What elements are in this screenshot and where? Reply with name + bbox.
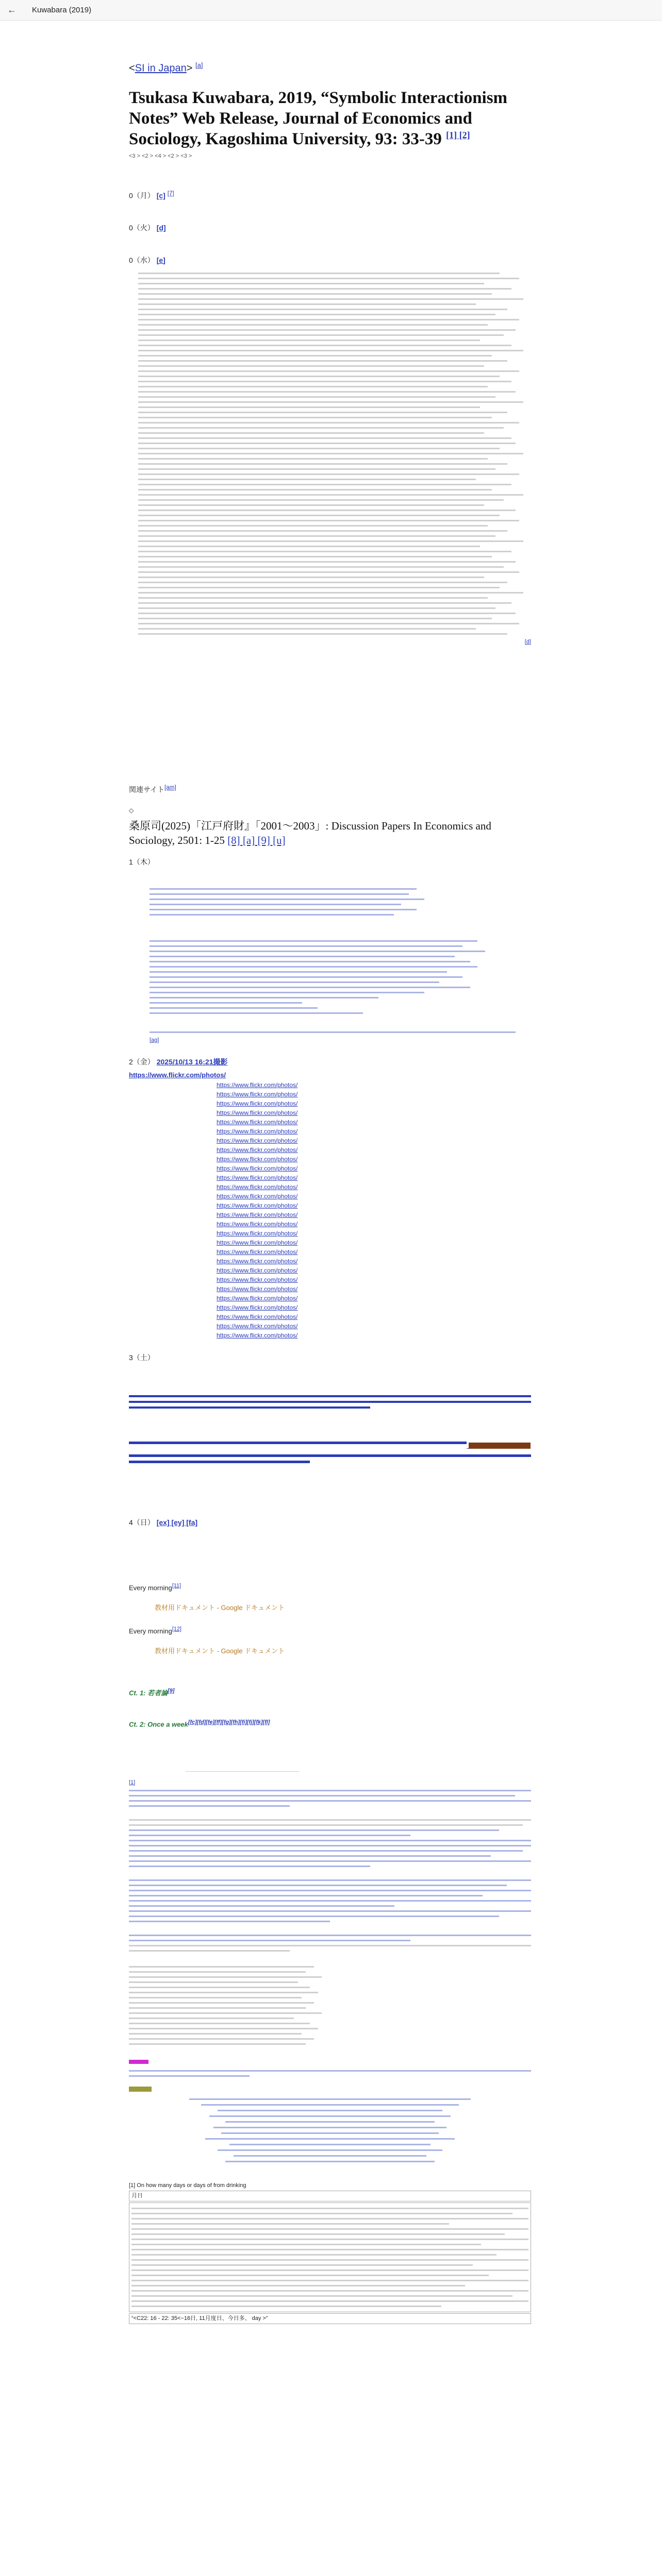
flickr-link[interactable]: https://www.flickr.com/photos/ [217, 1192, 298, 1200]
flickr-head-link[interactable]: https://www.flickr.com/photos/ [129, 1071, 226, 1079]
title-sub-row: <3 > <2 > <4 > <2 > <3 > [129, 153, 192, 160]
every-morning-1 [129, 1582, 531, 1593]
chapter-2 [129, 1719, 531, 1730]
breadcrumb [129, 61, 531, 76]
every-morning-ref[interactable]: [11] [172, 1583, 181, 1589]
flickr-link[interactable]: https://www.flickr.com/photos/ [217, 1239, 298, 1246]
centered-link-list [129, 2098, 531, 2162]
related-link[interactable]: [am] [164, 784, 176, 791]
breadcrumb-suffix: > [186, 62, 193, 74]
doc-link-1[interactable]: 教材用ドキュメント - Google ドキュメント [155, 1604, 285, 1612]
flickr-link[interactable]: https://www.flickr.com/photos/ [217, 1155, 298, 1163]
flickr-link[interactable]: https://www.flickr.com/photos/ [217, 1229, 298, 1237]
list-1 [129, 857, 531, 867]
every-morning-ref[interactable]: [12] [172, 1626, 181, 1633]
flickr-link[interactable]: https://www.flickr.com/photos/ [217, 1331, 298, 1339]
section-3-label: 3（土） [129, 1353, 155, 1362]
section-4 [129, 1517, 531, 1528]
flickr-date-link[interactable]: 2025/10/13 16:21撮影 [156, 1058, 228, 1066]
flickr-link[interactable]: https://www.flickr.com/photos/ [217, 1248, 298, 1256]
window-title: Kuwabara (2019) [32, 6, 92, 14]
breadcrumb-note[interactable]: [a] [195, 61, 203, 69]
brown-bar [469, 1443, 531, 1449]
related-prefix: ◇ [129, 807, 134, 815]
related-label: 関連サイト [129, 785, 165, 794]
chapter-1-ref[interactable]: [9] [168, 1688, 175, 1694]
flickr-section [129, 1057, 531, 1067]
archive-note: [1] On how many days or days of from drinking [129, 2182, 246, 2189]
flickr-link[interactable]: https://www.flickr.com/photos/ [217, 1127, 298, 1135]
section-1 [129, 223, 531, 233]
breadcrumb-prefix: < [129, 62, 135, 74]
every-morning-2 [129, 1625, 531, 1636]
back-arrow-icon[interactable]: ← [7, 5, 16, 15]
flickr-link[interactable]: https://www.flickr.com/photos/ [217, 1220, 298, 1228]
section-4-links[interactable]: [ex] [ey] [fa] [156, 1518, 198, 1527]
section-4-label: 4（日） [129, 1518, 155, 1527]
section-1-link[interactable]: [d] [156, 224, 166, 232]
breadcrumb-link[interactable]: SI in Japan [135, 62, 187, 74]
flickr-link[interactable]: https://www.flickr.com/photos/ [217, 1081, 298, 1089]
references-label[interactable]: [1] [129, 1779, 136, 1786]
list-1-trailing-link[interactable]: [ag] [150, 1037, 159, 1043]
flickr-label: 2（金） [129, 1058, 155, 1066]
references-block [129, 1771, 531, 2324]
page-title-text: Tsukasa Kuwabara, 2019, “Symbolic Interactionism Notes” Web Release, Journal of Economics and Sociology, Kagoshima University, 93: 33-39 [129, 88, 508, 149]
section-0-ref[interactable]: [7] [167, 190, 174, 197]
flickr-head [129, 1071, 531, 1080]
section-2-label: 0（水） [129, 256, 155, 264]
article-content [129, 61, 531, 2325]
page-title [129, 88, 531, 150]
section-3-link-blob[interactable] [129, 1395, 531, 1409]
flickr-link[interactable]: https://www.flickr.com/photos/ [217, 1118, 298, 1126]
kanji-box: 月日 [129, 2191, 531, 2201]
section-3-link-blob-2[interactable] [129, 1438, 531, 1463]
chapter-1-text: Ct. 1: 若者論 [129, 1689, 168, 1697]
section-0 [129, 190, 531, 201]
related-sites [129, 784, 531, 795]
doc-link-2[interactable]: 教材用ドキュメント - Google ドキュメント [155, 1647, 285, 1655]
flickr-link[interactable]: https://www.flickr.com/photos/ [217, 1164, 298, 1172]
every-morning-text: Every morning [129, 1627, 172, 1635]
flickr-link[interactable]: https://www.flickr.com/photos/ [217, 1322, 298, 1330]
section-3 [129, 1352, 531, 1363]
section-0-label: 0（月） [129, 192, 155, 200]
flickr-link[interactable]: https://www.flickr.com/photos/ [217, 1257, 298, 1265]
flickr-link[interactable]: https://www.flickr.com/photos/ [217, 1183, 298, 1191]
flickr-link[interactable]: https://www.flickr.com/photos/ [217, 1266, 298, 1274]
archive-box [129, 2202, 531, 2312]
flickr-link[interactable]: https://www.flickr.com/photos/ [217, 1211, 298, 1218]
olive-bar [129, 2087, 152, 2092]
flickr-link[interactable]: https://www.flickr.com/photos/ [217, 1303, 298, 1311]
chapter-2-text: Ct. 2: Once a week [129, 1720, 188, 1728]
related-reference-text: 桑原司(2025)「江戸府財』「2001〜2003」: Discussion Papers In Economics and Sociology, 2501: 1-25 [129, 819, 491, 846]
title-refs[interactable]: [1] [2] [446, 130, 470, 141]
list-1-items [150, 888, 531, 1045]
end-line: “<C22: 16 - 22: 35<−16日, 11月度日、今日多、 day >” [129, 2313, 531, 2324]
every-morning-text: Every morning [129, 1584, 172, 1592]
section-2-link[interactable]: [e] [156, 256, 166, 264]
related-reference-marks[interactable]: [8] [a] [9] [u] [227, 834, 286, 846]
flickr-link[interactable]: https://www.flickr.com/photos/ [217, 1201, 298, 1209]
flickr-link[interactable]: https://www.flickr.com/photos/ [217, 1137, 298, 1144]
section-2 [129, 255, 531, 265]
magenta-bar [129, 2060, 148, 2064]
flickr-link[interactable]: https://www.flickr.com/photos/ [217, 1294, 298, 1302]
section-2-body [138, 273, 531, 646]
numbered-list [129, 1966, 531, 2045]
flickr-link[interactable]: https://www.flickr.com/photos/ [217, 1146, 298, 1154]
flickr-link[interactable]: https://www.flickr.com/photos/ [217, 1276, 298, 1283]
flickr-link[interactable]: https://www.flickr.com/photos/ [217, 1285, 298, 1293]
section-1-label: 0（火） [129, 224, 155, 232]
flickr-link[interactable]: https://www.flickr.com/photos/ [217, 1090, 298, 1098]
related-reference [129, 819, 531, 848]
section-2-end-link[interactable]: [d] [524, 638, 531, 645]
section-0-link[interactable]: [c] [156, 192, 166, 200]
flickr-link[interactable]: https://www.flickr.com/photos/ [217, 1109, 298, 1116]
chapter-1 [129, 1687, 531, 1698]
chapter-2-ref[interactable]: [fc][fd][fe][ff][fg][fh][fi][fj][fk][fl] [188, 1719, 270, 1726]
flickr-link[interactable]: https://www.flickr.com/photos/ [217, 1313, 298, 1320]
list-1-label: 1（木） [129, 858, 155, 867]
flickr-link[interactable]: https://www.flickr.com/photos/ [217, 1174, 298, 1181]
flickr-link-list [217, 1080, 531, 1340]
title-bar [0, 0, 662, 21]
flickr-link[interactable]: https://www.flickr.com/photos/ [217, 1099, 298, 1107]
